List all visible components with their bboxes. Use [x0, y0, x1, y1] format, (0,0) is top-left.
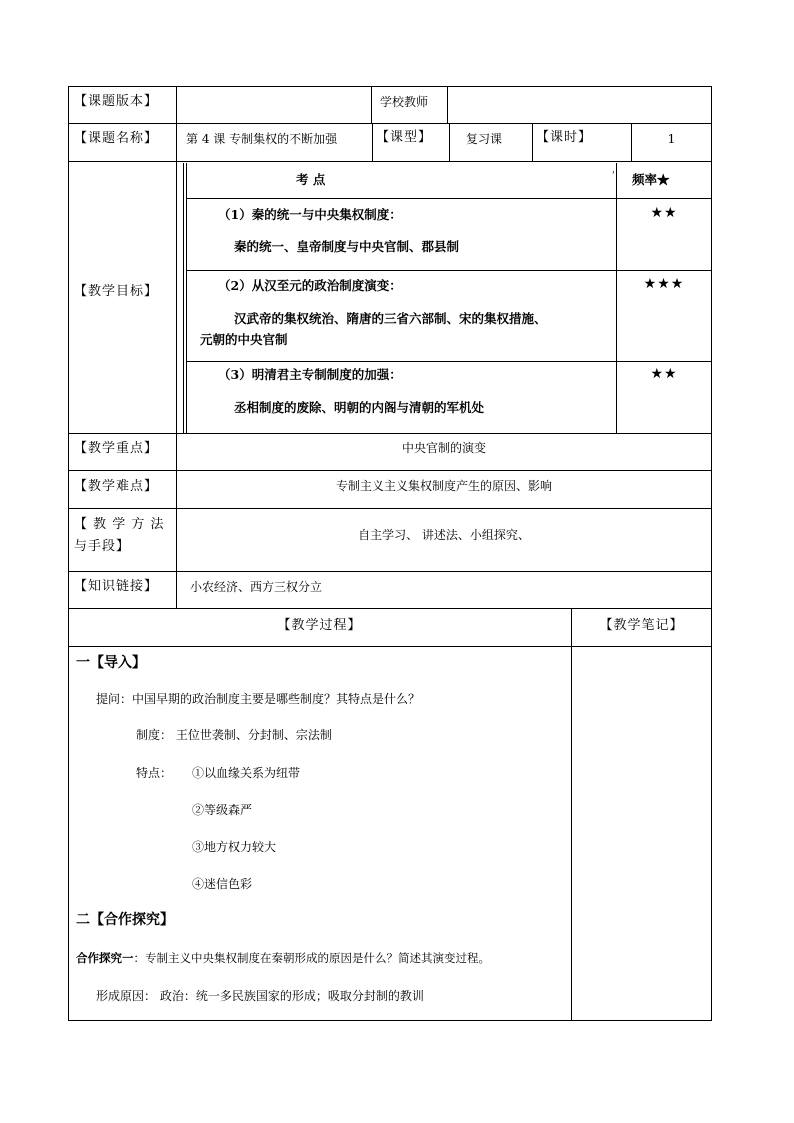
feature-item: ①以血缘关系为纽带 [192, 766, 301, 780]
teaching-notes-header: 【教学笔记】 [599, 618, 684, 633]
objective-3-title: （3）明清君主专制制度的加强： [218, 367, 402, 382]
section-1-title: 一【导入】 [76, 655, 146, 671]
frequency-header: 频率★ [632, 172, 670, 187]
section-2-question-lead: 合作探究一 [76, 951, 134, 965]
section-1-question: 提问：中国早期的政治制度主要是哪些制度？其特点是什么？ [96, 692, 421, 706]
section-2-question-text: ：专制主义中央集权制度在秦朝形成的原因是什么？简述其演变过程。 [133, 951, 490, 965]
objective-3-detail: 丞相制度的废除、明朝的内阁与清朝的军机处 [234, 400, 485, 415]
hours-value: 1 [667, 131, 676, 146]
difficult-point-value: 专制主义主义集权制度产生的原因、影响 [335, 479, 552, 493]
difficult-point-label: 【教学难点】 [74, 479, 159, 494]
feature-item: ②等级森严 [192, 803, 253, 817]
method-label-line1: 【 教 学 方 法 [74, 517, 165, 532]
objective-2-detail: 汉武帝的集权统治、隋唐的三省六部制、宋的集权措施、 [234, 311, 547, 326]
objectives-label: 【教学目标】 [74, 284, 159, 299]
kaodian-header: 考 点 [296, 172, 326, 187]
section-1-system: 制度： 王位世袭制、分封制、宗法制 [136, 728, 332, 742]
knowledge-link-label: 【知识链接】 [74, 579, 159, 594]
type-label: 【课型】 [376, 130, 433, 145]
title-value: 第 4 课 专制集权的不断加强 [186, 132, 338, 146]
objective-2-stars: ★★★ [643, 276, 685, 292]
key-point-label: 【教学重点】 [74, 441, 159, 456]
teaching-process-header: 【教学过程】 [277, 618, 362, 633]
objective-1-stars: ★★ [650, 205, 678, 221]
section-2-question [76, 950, 490, 966]
feature-item: ④迷信色彩 [192, 877, 253, 891]
header-mark: ' [612, 171, 615, 181]
school-teacher-label: 学校教师 [380, 95, 429, 109]
feature-item: ③地方权力较大 [192, 840, 277, 854]
section-1-feature-label: 特点： [136, 766, 173, 780]
method-label-line2: 与手段】 [74, 539, 131, 554]
title-label: 【课题名称】 [74, 131, 159, 146]
objective-1-title: （1）秦的统一与中央集权制度： [218, 207, 402, 222]
objective-2-title: （2）从汉至元的政治制度演变： [218, 278, 402, 293]
section-2-title: 二【合作探究】 [76, 912, 174, 928]
version-label: 【课题版本】 [74, 94, 159, 109]
objective-3-stars: ★★ [650, 366, 678, 382]
objective-1-detail: 秦的统一、皇帝制度与中央官制、郡县制 [234, 239, 460, 254]
section-2-reason: 形成原因： 政治：统一多民族国家的形成；吸取分封制的教训 [96, 989, 424, 1003]
knowledge-link-value: 小农经济、西方三权分立 [190, 580, 323, 594]
key-point-value: 中央官制的演变 [401, 441, 486, 455]
type-value: 复习课 [466, 132, 503, 146]
method-value: 自主学习、 讲述法、小组探究、 [358, 528, 530, 542]
hours-label: 【课时】 [536, 130, 593, 145]
objective-2-detail-cont: 元朝的中央官制 [200, 332, 288, 347]
